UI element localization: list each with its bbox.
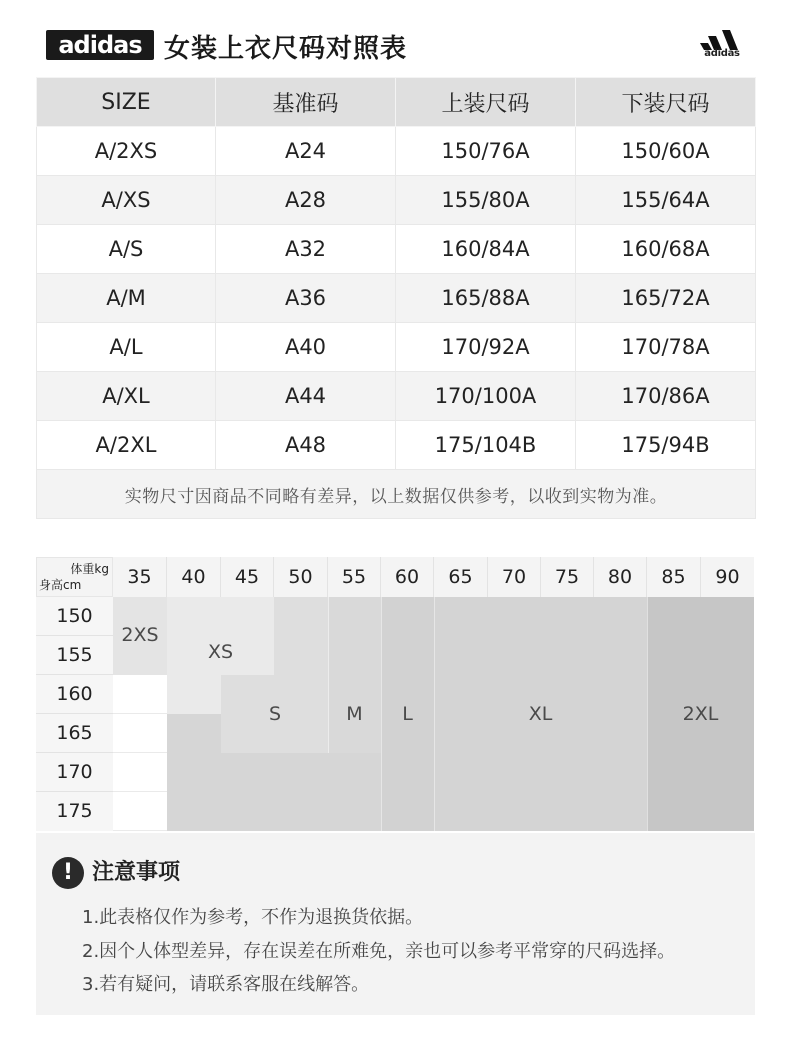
- table-cell: 165/88A: [396, 274, 576, 323]
- header: [0, 0, 790, 78]
- table-row: [37, 323, 756, 372]
- table-row: [37, 127, 756, 176]
- table-row: [37, 421, 756, 470]
- brand-badge: adidas: [46, 30, 154, 60]
- table-cell: A/S: [37, 225, 216, 274]
- table-note: 实物尺寸因商品不同略有差异，以上数据仅供参考，以收到实物为准。: [37, 470, 756, 519]
- size-table: [36, 77, 756, 519]
- table-cell: 150/60A: [576, 127, 756, 176]
- region-xs-lower: [167, 675, 221, 714]
- weight-header: 40: [167, 557, 221, 597]
- weight-header: 80: [594, 557, 647, 597]
- blank-cell: [113, 792, 167, 831]
- table-cell: 165/72A: [576, 274, 756, 323]
- table-cell: A/L: [37, 323, 216, 372]
- table-note-row: [37, 470, 756, 519]
- weight-header: 90: [701, 557, 754, 597]
- table-cell: 170/100A: [396, 372, 576, 421]
- height-axis-label: 身高cm: [39, 578, 82, 592]
- three-stripes-icon: [698, 30, 746, 50]
- region-s-bottom: [167, 714, 221, 831]
- table-cell: 170/78A: [576, 323, 756, 372]
- weight-header: 75: [541, 557, 594, 597]
- region-label-2xl: 2XL: [682, 703, 719, 725]
- table-row: [37, 225, 756, 274]
- table-cell: 175/104B: [396, 421, 576, 470]
- weight-header: 50: [274, 557, 328, 597]
- table-cell: 170/86A: [576, 372, 756, 421]
- blank-cell: [113, 714, 167, 753]
- table-row: [37, 372, 756, 421]
- region-m-bottom: [221, 753, 381, 831]
- blank-cell: [113, 675, 167, 714]
- notes-item: 3.若有疑问，请联系客服在线解答。: [82, 974, 370, 995]
- table-cell: 160/84A: [396, 225, 576, 274]
- blank-cell: [113, 753, 167, 792]
- table-cell: A/XL: [37, 372, 216, 421]
- region-label-m: M: [346, 703, 363, 725]
- table-cell: A32: [216, 225, 396, 274]
- column-header-base-code: 基准码: [216, 78, 396, 127]
- weight-header: 60: [381, 557, 434, 597]
- region-label-xl: XL: [528, 703, 553, 725]
- column-header-bottom-size: 下装尺码: [576, 78, 756, 127]
- height-header: 160: [36, 675, 113, 714]
- table-cell: 175/94B: [576, 421, 756, 470]
- grid-corner: [36, 557, 113, 597]
- logo-text: adidas: [704, 48, 740, 59]
- weight-header: 35: [113, 557, 167, 597]
- size-table-header: [37, 78, 756, 127]
- table-cell: A40: [216, 323, 396, 372]
- table-cell: A24: [216, 127, 396, 176]
- weight-header: 70: [488, 557, 541, 597]
- notes-item: 1.此表格仅作为参考，不作为退换货依据。: [82, 907, 424, 928]
- region-label-2xs: 2XS: [121, 624, 159, 646]
- table-cell: A44: [216, 372, 396, 421]
- region-xs: [167, 597, 274, 675]
- table-row: [37, 176, 756, 225]
- height-header: 170: [36, 753, 113, 792]
- table-cell: 160/68A: [576, 225, 756, 274]
- region-s: [274, 597, 328, 675]
- table-cell: A36: [216, 274, 396, 323]
- height-header: 155: [36, 636, 113, 675]
- table-cell: A/2XS: [37, 127, 216, 176]
- height-header: 175: [36, 792, 113, 831]
- table-cell: 155/80A: [396, 176, 576, 225]
- adidas-logo: [698, 30, 746, 62]
- table-cell: A/2XL: [37, 421, 216, 470]
- column-header-size: SIZE: [37, 78, 216, 127]
- notes-title: 注意事项: [92, 860, 181, 885]
- page-title: 女装上衣尺码对照表: [164, 34, 408, 64]
- weight-height-grid: [36, 557, 754, 831]
- weight-header: 85: [647, 557, 701, 597]
- table-cell: A28: [216, 176, 396, 225]
- table-cell: A48: [216, 421, 396, 470]
- region-label-l: L: [402, 703, 413, 725]
- region-label-s: S: [268, 703, 282, 725]
- weight-axis-label: 体重kg: [70, 562, 109, 576]
- table-cell: A/XS: [37, 176, 216, 225]
- region-label-xs: XS: [207, 641, 234, 663]
- weight-header: 65: [434, 557, 488, 597]
- column-header-top-size: 上装尺码: [396, 78, 576, 127]
- weight-header: 55: [328, 557, 381, 597]
- notes-panel: [36, 833, 755, 1015]
- table-cell: 150/76A: [396, 127, 576, 176]
- table-row: [37, 274, 756, 323]
- table-cell: 170/92A: [396, 323, 576, 372]
- height-header: 150: [36, 597, 113, 636]
- table-cell: 155/64A: [576, 176, 756, 225]
- weight-header: 45: [221, 557, 274, 597]
- notes-item: 2.因个人体型差异，存在误差在所难免，亲也可以参考平常穿的尺码选择。: [82, 941, 676, 962]
- exclamation-icon: !: [52, 857, 84, 889]
- height-header: 165: [36, 714, 113, 753]
- table-cell: A/M: [37, 274, 216, 323]
